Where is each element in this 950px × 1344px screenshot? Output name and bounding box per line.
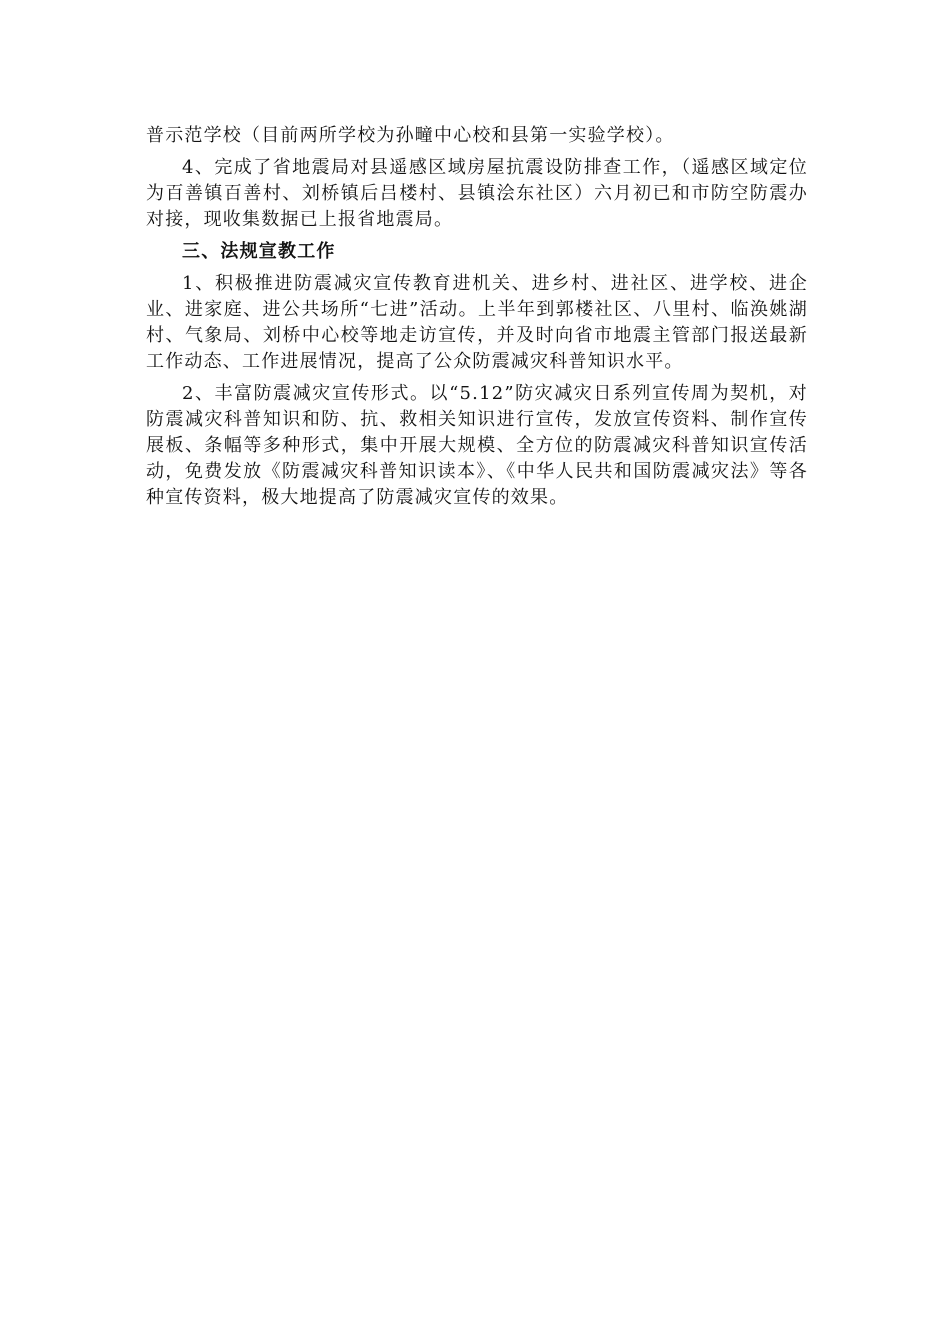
paragraph-continued: 普示范学校（目前两所学校为孙疃中心校和县第一实验学校）。 bbox=[146, 125, 675, 146]
section-heading-3: 三、法规宣教工作 bbox=[182, 241, 336, 262]
paragraph-item-1: 1、积极推进防震减灾宣传教育进机关、进乡村、进社区、进学校、进企业、进家庭、进公共场所“七进”活动。上半年到郭楼社区、八里村、临涣姚湖村、气象局、刘桥中心校等地走访宣传，并及时向省市地震主管部门报送最新工作动态、工作进展情况，提高了公众防震减灾科普知识水平。 bbox=[146, 273, 808, 372]
paragraph-item-4: 4、完成了省地震局对县遥感区域房屋抗震设防排查工作，（遥感区域定位为百善镇百善村、刘桥镇后吕楼村、县镇浍东社区）六月初已和市防空防震办对接，现收集数据已上报省地震局。 bbox=[146, 157, 808, 230]
document-body bbox=[146, 123, 808, 517]
paragraph-item-2: 2、丰富防震减灾宣传形式。以“5.12”防灾减灾日系列宣传周为契机，对防震减灾科普知识和防、抗、救相关知识进行宣传，发放宣传资料、制作宣传展板、条幅等多种形式，集中开展大规模、全方位的防震减灾科普知识宣传活动，免费发放《防震减灾科普知识读本》、《中华人民共和国防震减灾法》等各种宣传资料，极大地提高了防震减灾宣传的效果。 bbox=[146, 383, 808, 508]
